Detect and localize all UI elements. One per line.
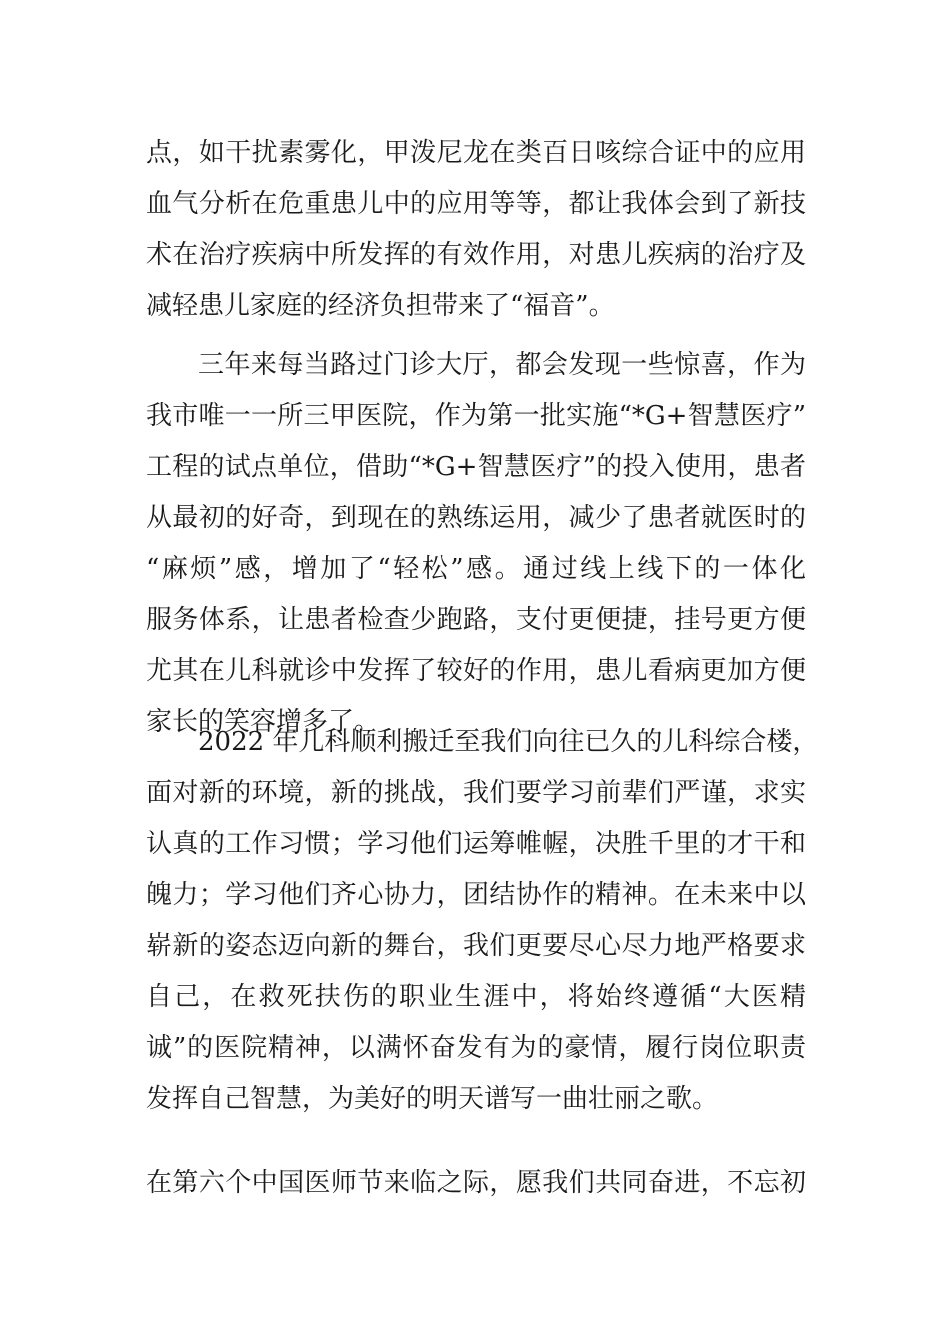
paragraph-3 <box>146 717 819 1125</box>
text-line: 自己，在救死扶伤的职业生涯中，将始终遵循“大医精 <box>146 982 806 1012</box>
paragraph-2 <box>146 340 806 748</box>
text-line: 在第六个中国医师节来临之际，愿我们共同奋进，不忘初 <box>146 1168 806 1198</box>
text-line: 面对新的环境，新的挑战，我们要学习前辈们严谨，求实 <box>146 778 806 808</box>
text-line: 减轻患儿家庭的经济负担带来了“福音”。 <box>146 291 615 321</box>
text-line: 崭新的姿态迈向新的舞台，我们更要尽心尽力地严格要求 <box>146 931 806 961</box>
text-line: 从最初的好奇，到现在的熟练运用，减少了患者就医时的 <box>146 503 806 533</box>
text-line: 尤其在儿科就诊中发挥了较好的作用，患儿看病更加方便 <box>146 656 806 686</box>
text-line: 我市唯一一所三甲医院，作为第一批实施“*G+智慧医疗” <box>146 401 806 431</box>
text-line: 点，如干扰素雾化，甲泼尼龙在类百日咳综合证中的应用 <box>146 138 806 168</box>
text-line: 三年来每当路过门诊大厅，都会发现一些惊喜，作为 <box>198 350 806 380</box>
text-line: “麻烦”感，增加了“轻松”感。通过线上线下的一体化 <box>146 554 806 584</box>
text-line: 服务体系，让患者检查少跑路，支付更便捷，挂号更方便 <box>146 605 806 635</box>
paragraph-4 <box>146 1158 806 1209</box>
text-line: 诚”的医院精神，以满怀奋发有为的豪情，履行岗位职责 <box>146 1033 806 1063</box>
paragraph-1 <box>146 128 806 332</box>
text-line: 工程的试点单位，借助“*G+智慧医疗”的投入使用，患者 <box>146 452 806 482</box>
text-line: 魄力；学习他们齐心协力，团结协作的精神。在未来中以 <box>146 880 806 910</box>
text-line: 认真的工作习惯；学习他们运筹帷幄，决胜千里的才干和 <box>146 829 806 859</box>
text-line: 血气分析在危重患儿中的应用等等，都让我体会到了新技 <box>146 189 806 219</box>
text-line: 术在治疗疾病中所发挥的有效作用，对患儿疾病的治疗及 <box>146 240 806 270</box>
text-line: 家长的笑容增多了。 <box>146 707 381 737</box>
text-line: 2022 年儿科顺利搬迁至我们向往已久的儿科综合楼， <box>198 727 819 757</box>
text-line: 发挥自己智慧，为美好的明天谱写一曲壮丽之歌。 <box>146 1084 719 1114</box>
